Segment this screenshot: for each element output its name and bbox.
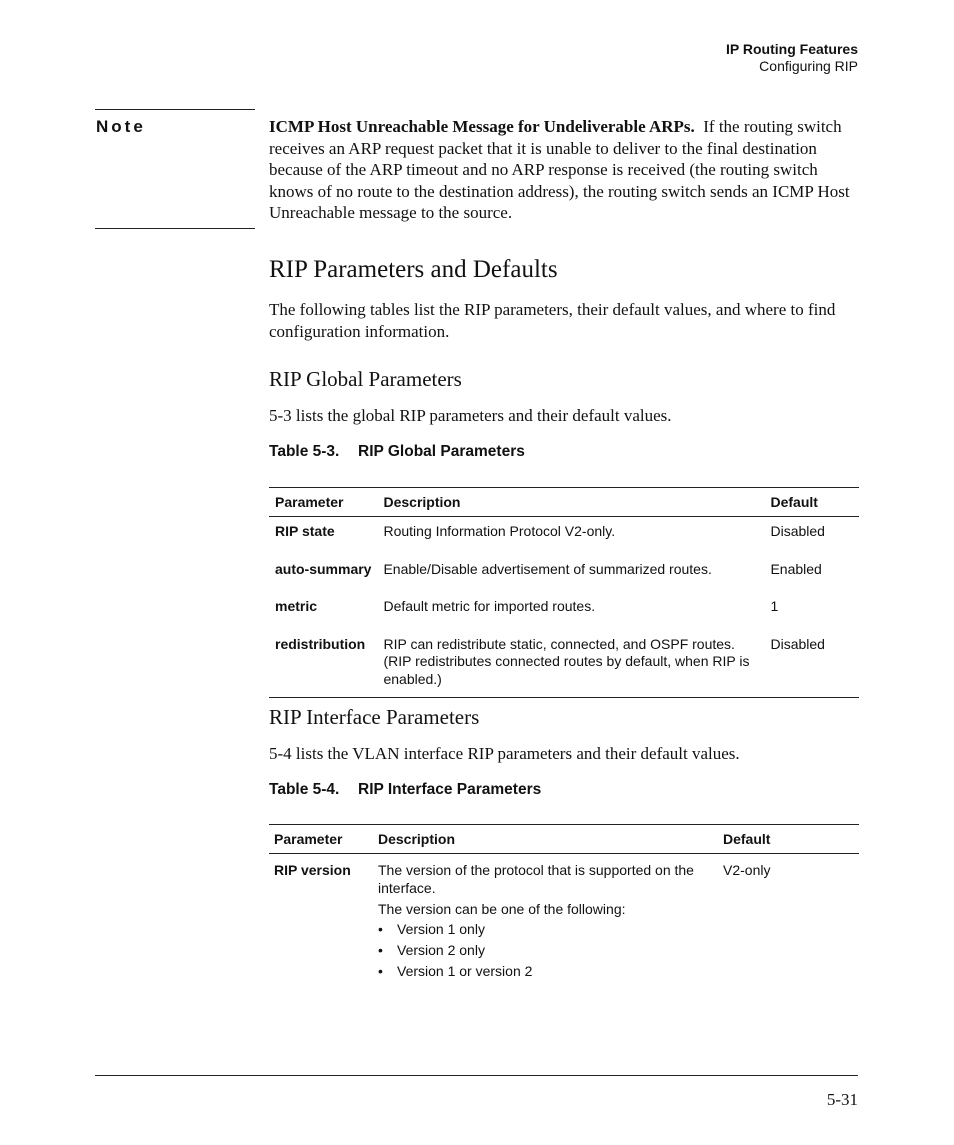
caption-title: RIP Global Parameters <box>358 443 525 460</box>
column-header: Description <box>373 825 718 854</box>
param-cell: RIP state <box>275 523 335 539</box>
list-item-text: Version 1 only <box>397 921 485 937</box>
caption-title: RIP Interface Parameters <box>358 781 542 798</box>
table-row <box>269 517 859 546</box>
table-caption-5-3 <box>269 443 525 461</box>
note-label: Note <box>96 117 146 136</box>
interface-heading: RIP Interface Parameters <box>269 705 480 729</box>
param-cell: metric <box>275 598 318 614</box>
list-item: • Version 2 only <box>378 942 485 958</box>
chapter-title: IP Routing Features <box>726 41 858 57</box>
table-row <box>269 854 859 989</box>
note-title: ICMP Host Unreachable Message for Undeliverable ARPs. <box>269 117 695 136</box>
running-header <box>726 41 858 75</box>
global-parameters-table <box>269 487 859 698</box>
description-cell <box>373 854 718 989</box>
interface-intro: 5-4 lists the VLAN interface RIP parameters and their default values. <box>269 744 740 763</box>
table-row <box>269 621 859 698</box>
global-intro: 5-3 lists the global RIP parameters and their default values. <box>269 406 672 425</box>
caption-number: Table 5-4. <box>269 781 340 798</box>
column-header: Parameter <box>269 488 377 517</box>
footer-rule <box>95 1075 858 1076</box>
page-number: 5-31 <box>826 1090 858 1109</box>
global-heading: RIP Global Parameters <box>269 367 462 391</box>
column-header: Default <box>718 825 859 854</box>
list-item-text: Version 2 only <box>397 942 485 958</box>
section-heading: RIP Parameters and Defaults <box>269 256 558 283</box>
note-text: If the routing switch receives an ARP request packet that it is unable to deliver to the final destination because of the ARP timeout and no ARP response is received (the routing switch knows of no route to the destination address), the routing switch sends an ICMP Host Unreachable message to the source. <box>269 117 850 222</box>
default-cell: Disabled <box>770 523 825 539</box>
param-cell: redistribution <box>269 621 377 698</box>
column-header: Description <box>377 488 764 517</box>
default-cell: Enabled <box>770 560 822 577</box>
section-intro: The following tables list the RIP parameters, their default values, and where to find configuration information. <box>269 300 836 341</box>
description-cell: Routing Information Protocol V2-only. <box>383 523 616 539</box>
default-cell: Disabled <box>764 621 859 698</box>
default-cell: V2-only <box>723 862 771 878</box>
caption-number: Table 5-3. <box>269 443 340 460</box>
list-item: • Version 1 only <box>378 921 485 937</box>
column-header: Parameter <box>269 825 373 854</box>
description-subtext: The version can be one of the following: <box>378 901 626 917</box>
table-row <box>269 546 859 584</box>
list-item-text: Version 1 or version 2 <box>397 963 533 979</box>
interface-parameters-table <box>269 824 859 988</box>
note-body <box>269 116 861 224</box>
list-item: • Version 1 or version 2 <box>378 963 533 979</box>
table-header-row <box>269 488 859 517</box>
table-header-row <box>269 825 859 854</box>
description-cell: RIP can redistribute static, connected, and OSPF routes. (RIP redistributes connected routes by default, when RIP is enabled.) <box>377 621 764 698</box>
section-title: Configuring RIP <box>759 58 858 74</box>
description-cell: Default metric for imported routes. <box>383 598 596 614</box>
version-list <box>378 920 712 980</box>
default-cell: 1 <box>770 598 779 614</box>
note-top-rule <box>95 109 255 110</box>
description-text: The version of the protocol that is supported on the interface. <box>378 862 694 896</box>
param-cell: RIP version <box>274 862 351 878</box>
note-bottom-rule <box>95 228 255 229</box>
description-cell: Enable/Disable advertisement of summarized routes. <box>383 560 712 577</box>
table-caption-5-4 <box>269 781 541 799</box>
table-row <box>269 583 859 621</box>
column-header: Default <box>764 488 859 517</box>
param-cell: auto-summary <box>275 560 372 577</box>
